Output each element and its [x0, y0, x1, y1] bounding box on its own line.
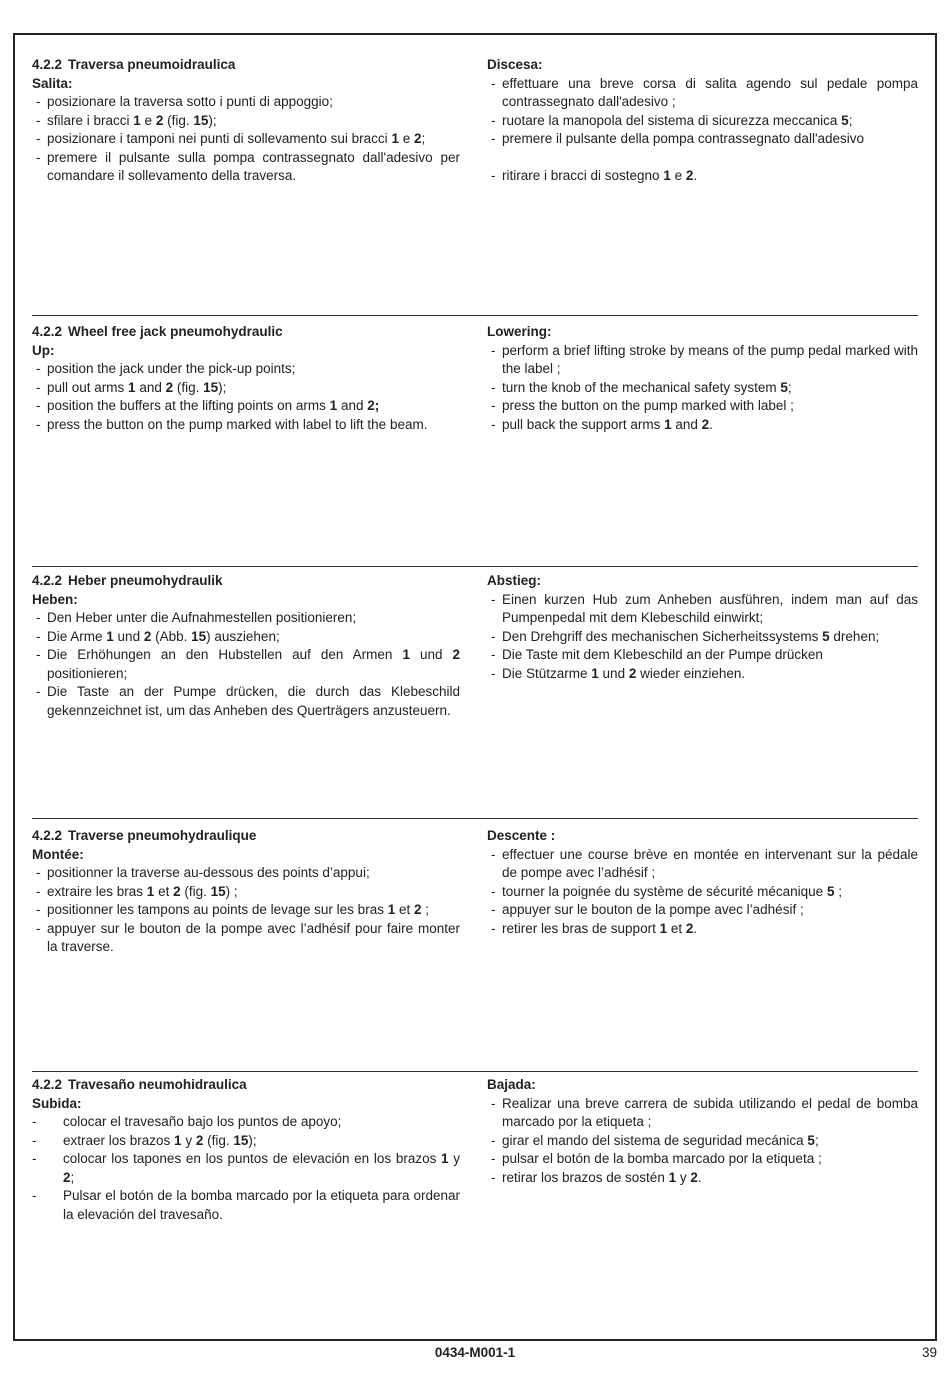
text-run: premere il pulsante sulla pompa contrassegnato dall'adesivo per comandare il sollevamento della traversa.: [47, 149, 460, 183]
section-divider: [32, 566, 918, 567]
text-run: y: [676, 1169, 691, 1185]
text-run: 15: [191, 628, 207, 644]
text-run: und: [113, 628, 144, 644]
subheading: Bajada:: [487, 1077, 536, 1092]
text-run: e: [140, 112, 156, 128]
list-item: [32, 628, 460, 647]
spanish-subida-column: [32, 1076, 460, 1224]
english-lowering-column: [487, 323, 918, 434]
text-run: extraer los brazos: [63, 1132, 175, 1148]
text-run: positionner les tampons au points de levage sur les bras: [47, 902, 388, 917]
list-item: [487, 646, 918, 665]
text-run: Die Taste an der Pumpe drücken, die durch das Klebeschild gekennzeichnet ist, um das Anheben des Querträgers anzusteuern.: [47, 684, 460, 718]
text-run: girar el mando del sistema de seguridad mecánica: [502, 1132, 808, 1148]
step-list: [32, 864, 460, 957]
text-run: 2: [628, 665, 637, 681]
list-item: [32, 1132, 460, 1151]
subheading: Heben:: [32, 591, 78, 607]
text-run: 5: [841, 112, 849, 128]
text-run: (Abb.: [151, 628, 192, 644]
text-run: posizionare i tamponi nei punti di sollevamento sui bracci: [47, 131, 392, 146]
subheading: Abstieg:: [487, 573, 541, 588]
text-run: ;: [814, 1132, 819, 1148]
text-run: 2: [173, 883, 181, 899]
list-item: [32, 901, 460, 920]
text-run: pulsar el botón de la bomba marcado por la etiqueta ;: [502, 1151, 822, 1166]
list-item: [487, 665, 918, 684]
text-run: );: [248, 1132, 257, 1148]
text-run: pull back the support arms: [502, 416, 665, 432]
list-item: [32, 683, 460, 720]
text-run: 2;: [367, 398, 380, 413]
subheading: Salita:: [32, 75, 73, 91]
subheading: Up:: [32, 342, 55, 358]
list-item: [487, 920, 918, 939]
text-run: drehen;: [829, 628, 880, 644]
text-run: und: [409, 647, 453, 662]
text-run: e: [670, 168, 686, 183]
text-run: 1: [663, 168, 671, 183]
text-run: 5: [780, 379, 788, 395]
list-item: [487, 130, 918, 149]
text-run: 2: [165, 379, 174, 395]
text-run: ruotare la manopola del sistema di sicurezza meccanica: [502, 112, 842, 128]
list-item: [487, 75, 918, 112]
list-item: [487, 397, 918, 416]
list-item: [487, 416, 918, 435]
text-run: position the jack under the pick-up points;: [47, 361, 296, 376]
section-divider: [32, 818, 918, 819]
text-run: ;: [848, 112, 853, 128]
german-abstieg-column: [487, 572, 918, 683]
text-run: et: [154, 883, 174, 899]
text-run: .: [709, 416, 713, 432]
list-item: [487, 379, 918, 398]
list-item: [32, 149, 460, 186]
list-item: [32, 93, 460, 112]
text-run: colocar el travesaño bajo los puntos de apoyo;: [63, 1114, 342, 1129]
subheading: Lowering:: [487, 324, 552, 339]
step-list: [32, 1113, 460, 1224]
text-run: ) ausziehen;: [206, 628, 280, 644]
text-run: Pulsar el botón de la bomba marcado por la etiqueta para ordenar la elevación del travesaño.: [63, 1188, 460, 1222]
list-item: [32, 646, 460, 683]
list-item: [32, 397, 460, 416]
section-divider: [32, 1071, 918, 1072]
list-item: [487, 628, 918, 647]
french-montee-column: [32, 827, 460, 957]
list-item: [487, 1169, 918, 1188]
text-run: posizionare la traversa sotto i punti di appoggio;: [47, 94, 333, 109]
list-item: [487, 901, 918, 920]
text-run: and: [337, 398, 368, 413]
list-item: [487, 1132, 918, 1151]
step-list: [487, 846, 918, 939]
text-run: 1: [391, 131, 399, 146]
text-run: 2: [701, 416, 710, 432]
list-item: [32, 360, 460, 379]
text-run: Den Drehgriff des mechanischen Sicherheitssystems: [502, 628, 823, 644]
text-run: positionner la traverse au-dessous des points d’appui;: [47, 865, 370, 880]
text-run: wieder einziehen.: [636, 665, 746, 681]
text-run: and: [671, 416, 702, 432]
text-run: Realizar una breve carrera de subida utilizando el pedal de bomba marcado por la etiqueta ;: [502, 1095, 918, 1129]
text-run: 15: [210, 883, 226, 899]
text-run: and: [135, 379, 166, 395]
text-run: 2: [63, 1169, 71, 1185]
list-item: [487, 167, 918, 186]
text-run: 5: [826, 883, 835, 899]
text-run: 2: [143, 628, 152, 644]
list-item: [487, 342, 918, 379]
text-run: ;: [421, 131, 426, 146]
text-run: et: [667, 920, 686, 936]
list-item: [32, 1113, 460, 1132]
list-item: [32, 920, 460, 957]
section-title: 4.2.2 Travesaño neumohidraulica: [32, 1077, 247, 1092]
text-run: press the button on the pump marked with label to lift the beam.: [47, 416, 428, 432]
list-item: [32, 130, 460, 149]
text-run: 5: [807, 1132, 815, 1148]
text-run: 15: [193, 112, 209, 128]
text-run: .: [693, 920, 698, 936]
list-item: [32, 112, 460, 131]
subheading: Montée:: [32, 846, 84, 862]
text-run: position the buffers at the lifting points on arms: [47, 398, 330, 413]
list-item: [487, 883, 918, 902]
list-item: [487, 1095, 918, 1132]
list-item: [487, 846, 918, 883]
text-run: retirar los brazos de sostén: [502, 1169, 669, 1185]
text-run: ;: [70, 1169, 75, 1185]
text-run: Die Erhöhungen an den Hubstellen auf den Armen: [47, 647, 403, 662]
list-item: [487, 112, 918, 131]
text-run: premere il pulsante della pompa contrassegnato dall'adesivo: [502, 131, 865, 146]
text-run: 1: [128, 379, 136, 395]
text-run: retirer les bras de support: [502, 920, 660, 936]
section-divider: [32, 315, 918, 316]
text-run: 1: [106, 628, 114, 644]
text-run: 2: [195, 1132, 204, 1148]
text-run: 2: [685, 168, 694, 183]
text-run: turn the knob of the mechanical safety system: [502, 379, 781, 395]
step-list: [487, 591, 918, 684]
text-run: Den Heber unter die Aufnahmestellen positionieren;: [47, 610, 357, 625]
italian-discesa-column: [487, 56, 918, 186]
text-run: (fig.: [203, 1132, 234, 1148]
text-run: 1: [668, 1169, 677, 1185]
italian-salita-column: [32, 56, 460, 186]
list-item: [487, 1150, 918, 1169]
german-heben-column: [32, 572, 460, 720]
text-run: .: [693, 168, 698, 183]
text-run: 1: [441, 1151, 449, 1166]
text-run: ;: [421, 902, 430, 917]
text-run: perform a brief lifting stroke by means of the pump pedal marked with the label ;: [502, 342, 918, 376]
text-run: 2: [413, 131, 422, 146]
text-run: Einen kurzen Hub zum Anheben ausführen, indem man auf das Pumpenpedal mit dem Klebeschild einwirkt;: [502, 591, 918, 625]
step-list: [32, 93, 460, 186]
list-item: [487, 591, 918, 628]
text-run: (fig.: [163, 112, 194, 128]
text-run: );: [218, 379, 227, 395]
text-run: 2: [685, 920, 694, 936]
text-run: extraire les bras: [47, 883, 147, 899]
text-run: ;: [834, 883, 842, 899]
text-run: 2: [413, 902, 422, 917]
text-run: ;: [787, 379, 792, 395]
text-run: colocar los tapones en los puntos de elevación en los brazos: [63, 1151, 442, 1166]
text-run: 2: [155, 112, 164, 128]
text-run: 15: [233, 1132, 249, 1148]
section-title: 4.2.2 Traversa pneumoidraulica: [32, 57, 236, 72]
section-title: 4.2.2 Wheel free jack pneumohydraulic: [32, 324, 283, 339]
subheading: Descente :: [487, 828, 556, 843]
list-item: [32, 864, 460, 883]
text-run: 1: [146, 883, 155, 899]
text-run: (fig.: [180, 883, 211, 899]
text-run: 1: [174, 1132, 182, 1148]
text-run: appuyer sur le bouton de la pompe avec l’adhésif pour faire monter la traverse.: [47, 920, 460, 954]
text-run: 1: [664, 416, 672, 432]
text-run: effettuare una breve corsa di salita agendo sul pedale pompa contrassegnato dall'adesivo ;: [502, 75, 918, 109]
text-run: Die Stützarme: [502, 665, 592, 681]
text-run: 1: [387, 902, 396, 917]
document-code: 0434-M001-1: [434, 1345, 516, 1360]
text-run: press the button on the pump marked with label ;: [502, 398, 794, 413]
text-run: 15: [203, 379, 219, 395]
step-list: [487, 1095, 918, 1188]
text-run: y: [181, 1132, 196, 1148]
list-item: [32, 609, 460, 628]
text-run: et: [395, 902, 414, 917]
text-run: Die Arme: [47, 628, 107, 644]
text-run: und: [598, 665, 629, 681]
text-run: e: [398, 131, 414, 146]
list-spacer: [487, 149, 918, 168]
text-run: pull out arms: [47, 379, 129, 395]
text-run: ritirare i bracci di sostegno: [502, 168, 664, 183]
subheading: Subida:: [32, 1095, 82, 1111]
text-run: y: [448, 1151, 460, 1166]
text-run: .: [697, 1169, 702, 1185]
french-descente-column: [487, 827, 918, 938]
list-item: [32, 883, 460, 902]
step-list: [487, 75, 918, 186]
text-run: (fig.: [173, 379, 204, 395]
text-run: ) ;: [225, 883, 238, 899]
list-item: [32, 1187, 460, 1224]
text-run: sfilare i bracci: [47, 112, 134, 128]
text-run: 5: [822, 628, 830, 644]
text-run: 1: [591, 665, 599, 681]
text-run: 1: [133, 112, 141, 128]
step-list: [32, 360, 460, 434]
subheading: Discesa:: [487, 57, 543, 72]
list-item: [32, 416, 460, 435]
text-run: 1: [402, 647, 410, 662]
text-run: appuyer sur le bouton de la pompe avec l’adhésif ;: [502, 902, 804, 917]
text-run: tourner la poignée du système de sécurité mécanique: [502, 883, 827, 899]
step-list: [487, 342, 918, 435]
text-run: );: [208, 112, 217, 128]
spanish-bajada-column: [487, 1076, 918, 1187]
text-run: 2: [690, 1169, 698, 1185]
text-run: 1: [329, 398, 338, 413]
page-number: 39: [921, 1345, 937, 1360]
text-run: 2: [452, 647, 461, 662]
list-item: [32, 379, 460, 398]
section-title: 4.2.2 Traverse pneumohydraulique: [32, 828, 257, 843]
text-run: 1: [659, 920, 668, 936]
english-up-column: [32, 323, 460, 434]
text-run: positionieren;: [47, 665, 128, 681]
section-title: 4.2.2 Heber pneumohydraulik: [32, 573, 223, 588]
text-run: effectuer une course brève en montée en intervenant sur la pédale de pompe avec l’adhésif ;: [502, 846, 918, 880]
text-run: Die Taste mit dem Klebeschild an der Pumpe drücken: [502, 647, 823, 662]
list-item: [32, 1150, 460, 1187]
step-list: [32, 609, 460, 720]
